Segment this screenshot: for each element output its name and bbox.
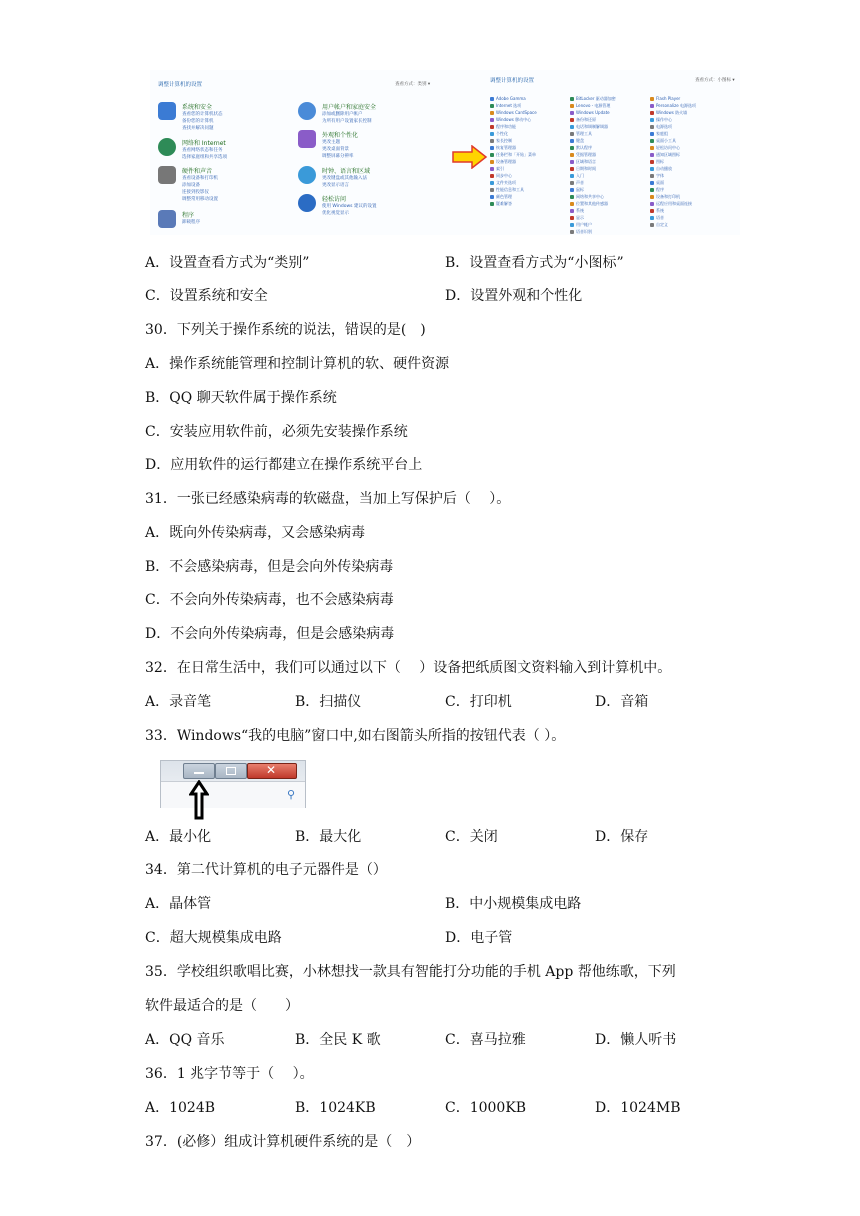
control-panel-item-icon [650,111,654,115]
small-icon-item [570,194,604,200]
small-icon-item [570,117,596,123]
q35-option-b: B．全民 K 歌 [295,1032,381,1048]
control-panel-item-icon [490,97,494,101]
small-icon-item [490,173,512,179]
small-icon-label: 入门 [576,173,584,178]
small-icon-item [490,194,512,200]
small-icon-label: 索引 [496,166,504,171]
small-icon-label: 个性化 [496,131,508,136]
small-icon-label: 通知区域图标 [656,152,680,157]
control-panel-item-icon [650,104,654,108]
q31-option-c: C．不会向外传染病毒，也不会感染病毒 [145,592,394,608]
globe-icon [158,138,176,156]
control-panel-item-icon [650,223,654,227]
control-panel-item-icon [650,97,654,101]
small-icon-label: 同步中心 [496,173,512,178]
control-panel-item-icon [570,139,574,143]
small-icon-label: 疑难解答 [496,201,512,206]
small-icon-label: 声音 [576,180,584,185]
clock-icon [298,166,316,184]
control-panel-item-icon [570,230,574,234]
q29-option-d: D．设置外观和个性化 [445,288,583,304]
small-icon-label: 桌面 [656,180,664,185]
control-panel-item-icon [570,104,574,108]
small-icon-label: 电话和调制解调器 [576,124,608,129]
control-panel-item-icon [650,209,654,213]
q31-option-b: B．不会感染病毒，但是会向外传染病毒 [145,559,394,575]
q31-stem: 31．一张已经感染病毒的软磁盘，当加上写保护后（ ）。 [145,491,511,507]
control-panel-item-icon [570,188,574,192]
control-panel-item-icon [570,160,574,164]
small-icon-label: 字体 [656,173,664,178]
small-icon-label: 系统 [656,208,664,213]
q30-option-c: C．安装应用软件前，必须先安装操作系统 [145,424,408,440]
small-icon-label: 键盘 [576,138,584,143]
small-icon-item [570,180,584,186]
small-icon-item [650,117,672,123]
category-appearance: 外观和个性化 更改主题 更改桌面背景 调整屏幕分辨率 [298,130,438,160]
small-icon-item [650,173,664,179]
q37-stem: 37．(必修）组成计算机硬件系统的是（ ） [145,1134,421,1150]
category-network: 网络和 Internet 查看网络状态和任务 选择家庭组和共享选项 [158,138,288,162]
control-panel-item-icon [650,153,654,157]
q33-option-c: C．关闭 [445,829,498,845]
q35-option-c: C．喜马拉雅 [445,1032,526,1048]
users-icon [298,102,316,120]
small-icon-item [490,131,508,137]
small-icon-label: 桌面小工具 [656,138,676,143]
small-icon-item [570,201,608,207]
small-icon-item [490,145,516,151]
control-panel-item-icon [650,139,654,143]
small-icon-item [570,131,592,137]
q36-option-d: D．1024MB [595,1100,681,1116]
category-user-accounts: 用户帐户和家庭安全 添加或删除用户帐户 为所有用户设置家长控制 [298,102,438,126]
small-icon-label: 恢复管理器 [496,145,516,150]
q33-option-d: D．保存 [595,829,649,845]
q32-option-a: A．录音笔 [145,694,212,710]
small-icon-item [650,208,664,214]
control-panel-item-icon [490,132,494,136]
small-icon-item [570,103,610,109]
control-panel-item-icon [650,202,654,206]
small-icon-label: 家长控制 [496,138,512,143]
control-panel-figure [150,70,740,235]
appearance-icon [298,130,316,148]
q33-stem: 33．Windows“我的电脑”窗口中,如右图箭头所指的按钮代表（ ）。 [145,728,566,744]
control-panel-item-icon [490,160,494,164]
small-icon-label: 任务栏和「开始」菜单 [496,152,536,157]
small-icon-item [650,187,664,193]
control-panel-item-icon [650,195,654,199]
small-icon-label: Adobe Gamma [496,96,526,101]
control-panel-item-icon [650,188,654,192]
small-icon-item [570,222,592,228]
small-icon-item [570,159,596,165]
control-panel-item-icon [490,202,494,206]
small-icon-label: 默认程序 [576,145,592,150]
q32-option-d: D．音箱 [595,694,649,710]
control-panel-item-icon [570,216,574,220]
small-icon-item [490,124,516,130]
small-icon-item [490,201,512,207]
small-icon-label: 程序 [656,187,664,192]
small-icon-item [570,124,608,130]
control-panel-item-icon [650,146,654,150]
small-icon-item [650,180,664,186]
small-icon-label: 系统 [576,208,584,213]
close-button [247,763,297,779]
small-icon-item [490,103,521,109]
small-icon-label: 轻松访问中心 [656,145,680,150]
small-icon-item [490,187,524,193]
small-icon-item [570,173,584,179]
q35-option-d: D．懒人听书 [595,1032,677,1048]
q34-stem: 34．第二代计算机的电子元器件是（） [145,862,387,878]
small-icon-item [570,138,584,144]
small-icon-item [490,138,512,144]
q29-option-c: C．设置系统和安全 [145,288,268,304]
yellow-arrow-icon [452,145,488,169]
control-panel-item-icon [490,174,494,178]
q34-option-a: A．晶体管 [145,896,212,912]
q30-stem: 30．下列关于操作系统的说法，错误的是( ) [145,322,426,338]
accessibility-icon [298,194,316,212]
q30-option-a: A．操作系统能管理和控制计算机的软、硬件资源 [145,356,450,372]
small-icon-label: 设备和打印机 [656,194,680,199]
control-panel-item-icon [490,118,494,122]
control-panel-item-icon [570,153,574,157]
small-icon-item [650,166,672,172]
shield-icon [158,102,176,120]
small-icon-label: BitLocker 驱动器加密 [576,96,616,101]
small-icon-item [650,159,664,165]
small-icon-item [650,194,680,200]
control-panel-item-icon [650,125,654,129]
q35-stem-line2: 软件最适合的是（ ） [145,998,299,1014]
small-icon-item [570,96,616,102]
q31-option-a: A．既向外传染病毒，又会感染病毒 [145,525,366,541]
small-icon-item [650,96,680,101]
small-icon-item [650,222,668,228]
q30-option-d: D．应用软件的运行都建立在操作系统平台上 [145,457,423,473]
q29-option-b: B．设置查看方式为“小图标” [445,255,624,271]
small-icon-item [650,152,680,158]
control-panel-item-icon [570,202,574,206]
small-icon-item [650,215,664,221]
small-icon-item [650,138,676,144]
small-icon-label: 显示 [576,215,584,220]
control-panel-item-icon [650,132,654,136]
q34-option-b: B．中小规模集成电路 [445,896,582,912]
small-icon-item [490,96,526,101]
q34-option-d: D．电子管 [445,930,513,946]
q32-stem: 32．在日常生活中，我们可以通过以下（ ）设备把纸质图文资料输入到计算机中。 [145,660,672,676]
small-icon-label: Windows 移动中心 [496,117,532,122]
control-panel-item-icon [650,181,654,185]
control-panel-item-icon [490,153,494,157]
small-icon-label: Windows Update [576,110,610,115]
q29-option-a: A．设置查看方式为“类别” [145,255,310,271]
small-icon-item [650,110,687,116]
small-icon-label: 区域和语言 [576,159,596,164]
small-icon-label: 凭据管理器 [576,152,596,157]
small-icon-label: 设备管理器 [496,159,516,164]
control-panel-item-icon [490,188,494,192]
small-icon-label: 位置和其他传感器 [576,201,608,206]
control-panel-item-icon [490,125,494,129]
q36-option-c: C．1000KB [445,1100,527,1116]
small-icon-label: 备份和还原 [576,117,596,122]
small-icon-item [650,131,668,137]
q31-option-d: D．不会向外传染病毒，但是会感染病毒 [145,626,395,642]
control-panel-item-icon [570,167,574,171]
small-icon-label: 用户帐户 [576,222,592,227]
small-icon-label: Windows 防火墙 [656,110,688,115]
small-icon-item [490,117,531,123]
left-panel-title: 调整计算机的设置 [158,82,203,88]
q32-option-c: C．打印机 [445,694,512,710]
small-icon-item [650,103,696,109]
control-panel-item-icon [490,104,494,108]
small-icon-label: Personalize 电源选项 [656,103,696,108]
control-panel-item-icon [490,167,494,171]
minimize-icon [194,772,204,774]
control-panel-item-icon [490,146,494,150]
small-icon-label: 日期和时间 [576,166,596,171]
right-view-mode: 查看方式：小图标 ▾ [695,78,735,83]
small-icon-item [570,166,596,172]
control-panel-item-icon [650,174,654,178]
q35-stem-line1: 35．学校组织歌唱比赛，小林想找一款具有智能打分功能的手机 App 帮他练歌，下列 [145,964,676,980]
q32-option-b: B．扫描仪 [295,694,362,710]
small-icon-label: 文件夹选项 [496,180,516,185]
q35-option-a: A．QQ 音乐 [145,1032,225,1048]
small-icon-label: 语音 [656,215,664,220]
small-icon-item [570,145,592,151]
small-icon-label: 颜色管理 [496,194,512,199]
control-panel-item-icon [490,111,494,115]
small-icon-label: 家庭组 [656,131,668,136]
small-icon-item [570,208,584,214]
category-clock-language: 时钟、语言和区域 更改键盘或其他输入法 更改显示语言 [298,166,438,190]
control-panel-item-icon [570,223,574,227]
right-panel-title: 调整计算机的设置 [490,78,535,84]
maximize-button [215,763,247,779]
q30-option-b: B．QQ 聊天软件属于操作系统 [145,390,337,406]
printer-icon [158,166,176,184]
small-icon-label: 图标 [656,159,664,164]
category-system-security: 系统和安全 查看您的计算机状态 备份您的计算机 查找并解决问题 [158,102,288,136]
search-icon: ⚲ [286,788,295,801]
small-icon-label: 自定义 [656,222,668,227]
control-panel-item-icon [570,181,574,185]
small-icon-label: 远程应用和桌面连接 [656,201,692,206]
small-icon-item [570,229,592,235]
control-panel-item-icon [570,195,574,199]
small-icon-item [570,215,584,221]
window-buttons-figure [160,760,306,808]
control-panel-item-icon [570,118,574,122]
control-panel-item-icon [570,174,574,178]
control-panel-item-icon [490,181,494,185]
small-icon-item [570,152,596,158]
small-icon-label: 管理工具 [576,131,592,136]
small-icon-label: 电源选项 [656,124,672,129]
control-panel-item-icon [490,139,494,143]
category-ease-of-access: 轻松访问 使用 Windows 建议的设置 优化视觉显示 [298,194,438,218]
small-icon-item [650,201,692,207]
q36-option-a: A．1024B [145,1100,216,1116]
small-icon-item [490,159,516,165]
small-icon-label: 性能信息和工具 [496,187,524,192]
control-panel-item-icon [650,167,654,171]
programs-icon [158,210,176,228]
small-icon-label: 鼠标 [576,187,584,192]
q36-option-b: B．1024KB [295,1100,376,1116]
control-panel-item-icon [650,216,654,220]
small-icon-label: Lenovo - 电源管理 [576,103,611,108]
small-icon-label: 语音识别 [576,229,592,234]
close-icon: ✕ [266,763,277,777]
control-panel-item-icon [490,195,494,199]
control-panel-item-icon [650,118,654,122]
control-panel-item-icon [570,209,574,213]
minimize-button [183,763,215,779]
category-programs: 程序 卸载程序 [158,210,288,230]
small-icon-label: 程序和功能 [496,124,516,129]
control-panel-item-icon [570,97,574,101]
black-arrow-icon [189,780,209,820]
category-hardware-sound: 硬件和声音 查看设备和打印机 添加设备 连接到投影仪 调整常用移动设置 [158,166,288,202]
small-icon-label: 操作中心 [656,117,672,122]
control-panel-item-icon [570,146,574,150]
q36-stem: 36．1 兆字节等于（ ）。 [145,1066,314,1082]
small-icon-label: Internet 选项 [496,103,522,108]
small-icon-item [650,145,680,151]
small-icon-item [570,187,584,193]
control-panel-item-icon [570,125,574,129]
small-icon-item [490,110,537,115]
small-icon-item [490,180,516,186]
q33-option-b: B．最大化 [295,829,362,845]
q34-option-c: C．超大规模集成电路 [145,930,282,946]
q33-option-a: A．最小化 [145,829,212,845]
small-icon-label: 网络和共享中心 [576,194,604,199]
left-view-mode: 查看方式：类别 ▾ [395,82,431,87]
control-panel-item-icon [650,160,654,164]
small-icon-label: Flash Player [656,96,681,101]
small-icon-item [490,152,536,158]
control-panel-item-icon [570,111,574,115]
control-panel-item-icon [570,132,574,136]
small-icon-item [490,166,504,172]
small-icon-label: 自动播放 [656,166,672,171]
small-icon-label: Windows CardSpace [496,110,537,115]
small-icon-item [570,110,610,115]
small-icon-item [650,124,672,130]
maximize-icon [226,767,236,775]
